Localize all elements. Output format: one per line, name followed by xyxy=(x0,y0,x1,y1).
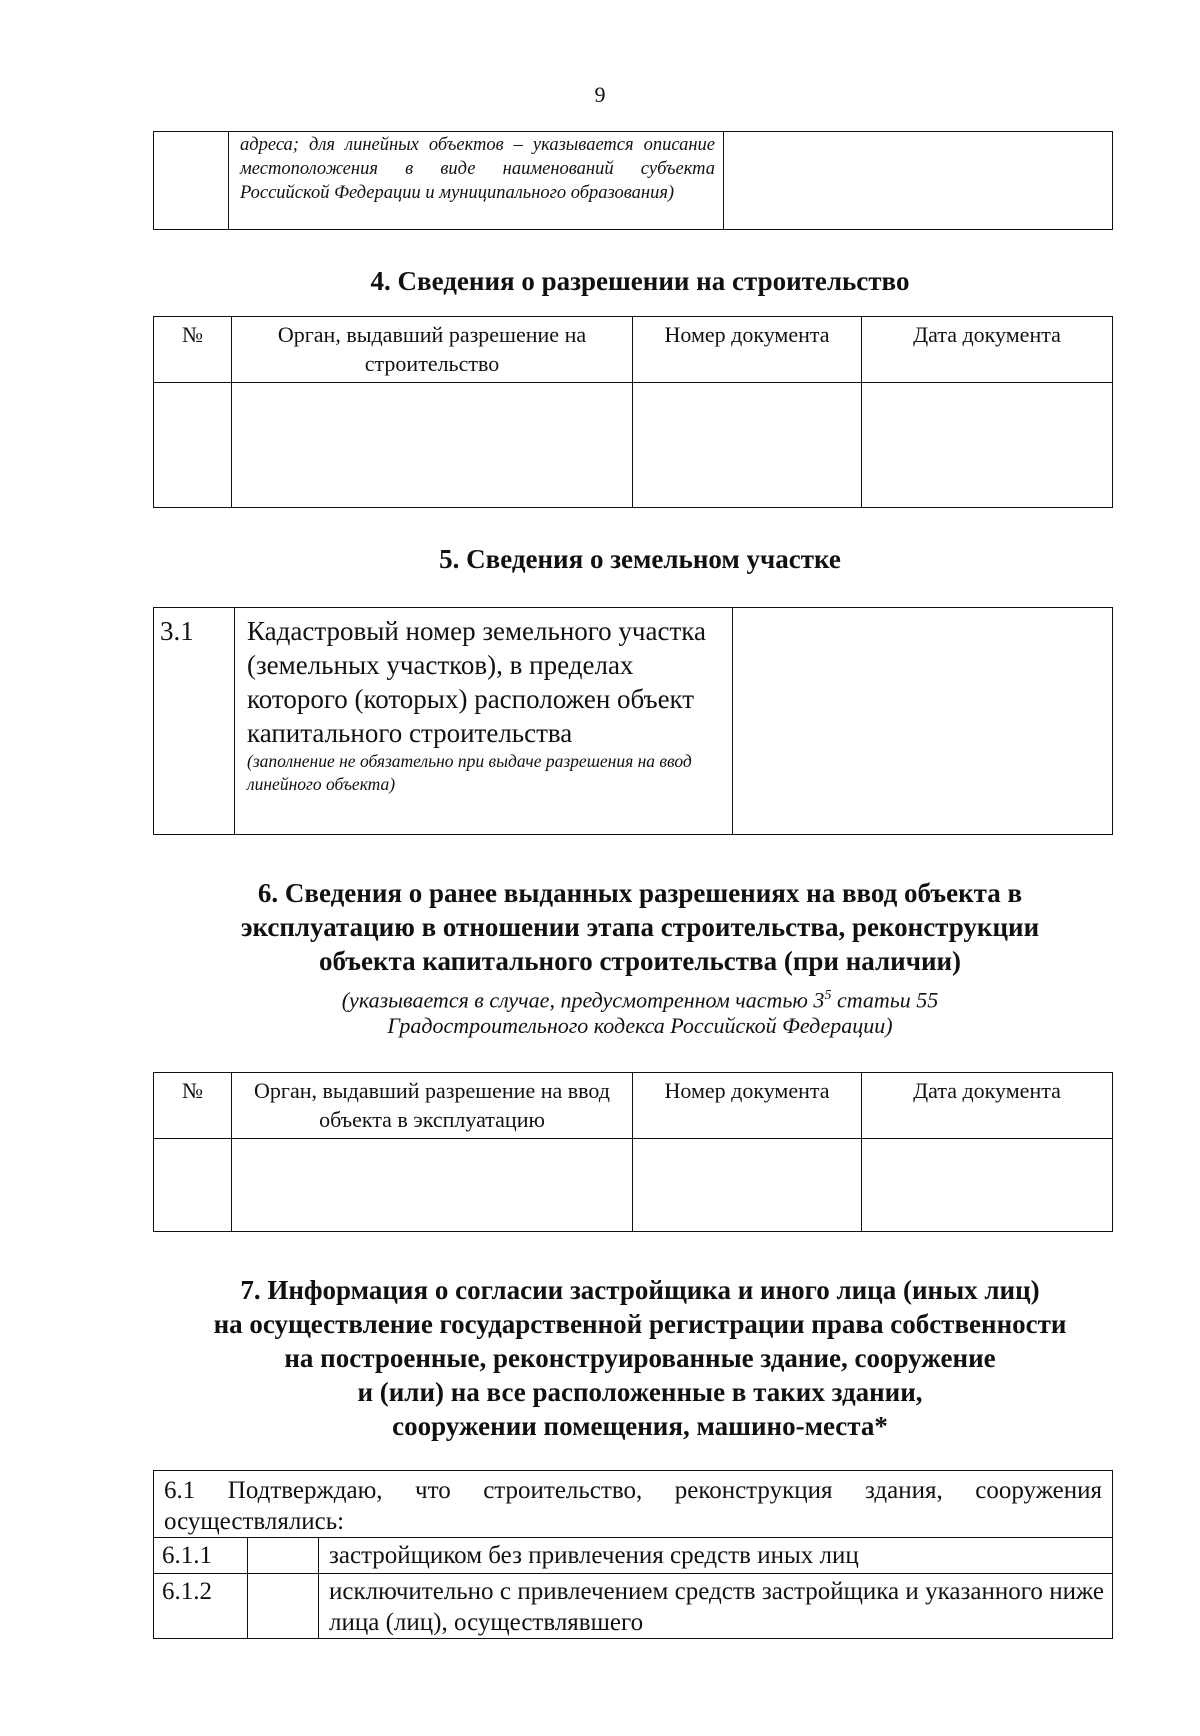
prior-permits-table xyxy=(153,1072,1113,1232)
prior-doc-number-cell[interactable] xyxy=(633,1139,862,1232)
prior-authority-cell[interactable] xyxy=(232,1139,633,1232)
page-number: 9 xyxy=(594,82,606,107)
confirm-statement: 6.1 Подтверждаю, что строительство, реконструкция здания, сооружения осуществлялись: xyxy=(154,1471,1113,1538)
section-6-title-line2: эксплуатацию в отношении этапа строительства, реконструкции xyxy=(240,912,1040,942)
prior-doc-date-cell[interactable] xyxy=(862,1139,1113,1232)
permit-doc-number-cell[interactable] xyxy=(633,383,862,508)
permit-doc-date-cell[interactable] xyxy=(862,383,1113,508)
land-plot-table xyxy=(153,607,1113,835)
row-6-1-2-number: 6.1.2 xyxy=(154,1574,248,1639)
header-doc-date: Дата документа xyxy=(862,1073,1113,1139)
prior-number-cell[interactable] xyxy=(154,1139,232,1232)
section-6-title-line3: объекта капитального строительства (при наличии) xyxy=(318,946,962,976)
header-authority: Орган, выдавший разрешение на строительство xyxy=(232,317,633,383)
row-6-1-1-number: 6.1.1 xyxy=(154,1538,248,1574)
permit-number-cell[interactable] xyxy=(154,383,232,508)
consent-table xyxy=(153,1470,1113,1639)
header-doc-number: Номер документа xyxy=(633,1073,862,1139)
row-6-1-1-checkbox[interactable] xyxy=(248,1538,319,1574)
section-4-title: 4. Сведения о разрешении на строительство xyxy=(370,266,910,296)
cadastral-label: Кадастровый номер земельного участка (земельных участков), в пределах которого (которых) расположен объект капитального строительства xyxy=(247,616,706,748)
cadastral-value-cell[interactable] xyxy=(733,608,1113,835)
section-7-title-line4: и (или) на все расположенные в таких здании, xyxy=(357,1377,923,1407)
section-6-subtitle-line1: (указывается в случае, предусмотренном частью $3^5$ статьи 55 xyxy=(341,987,939,1013)
permit-table xyxy=(153,316,1113,508)
section-7-title-line1: 7. Информация о согласии застройщика и иного лица (иных лиц) xyxy=(240,1275,1040,1305)
row-6-1-1-text: застройщиком без привлечения средств иных лиц xyxy=(319,1538,1113,1574)
header-number: № xyxy=(154,317,232,383)
header-doc-date: Дата документа xyxy=(862,317,1113,383)
header-doc-number: Номер документа xyxy=(633,317,862,383)
section-7-title-line2: на осуществление государственной регистрации права собственности xyxy=(213,1309,1067,1339)
header-authority: Орган, выдавший разрешение на ввод объекта в эксплуатацию xyxy=(232,1073,633,1139)
row-6-1-2-checkbox[interactable] xyxy=(248,1574,319,1639)
cadastral-note: (заполнение не обязательно при выдаче разрешения на ввод линейного объекта) xyxy=(247,751,692,794)
section-7-title-line3: на построенные, реконструированные здание, сооружение xyxy=(284,1343,996,1373)
subtitle-superscript: 5 xyxy=(824,988,832,1003)
address-table xyxy=(153,131,1113,230)
row-number: 3.1 xyxy=(154,608,235,835)
header-number: № xyxy=(154,1073,232,1139)
permit-authority-cell[interactable] xyxy=(232,383,633,508)
section-5-title: 5. Сведения о земельном участке xyxy=(439,544,841,574)
row-6-1-2-text: исключительно с привлечением средств застройщика и указанного ниже лица (лиц), осуществлявшего xyxy=(319,1574,1113,1639)
cadastral-label-cell xyxy=(235,608,733,835)
address-description: адреса; для линейных объектов – указывается описание местоположения в виде наименований субъекта Российской Федерации и муниципального образования) xyxy=(229,132,724,230)
section-6-subtitle-line2: Градостроительного кодекса Российской Федерации) xyxy=(387,1013,893,1038)
address-value-cell[interactable] xyxy=(724,132,1113,230)
section-6-title-line1: 6. Сведения о ранее выданных разрешениях на ввод объекта в xyxy=(257,878,1023,908)
section-7-title-line5: сооружении помещения, машино-места* xyxy=(392,1411,888,1441)
address-number-cell xyxy=(154,132,229,230)
